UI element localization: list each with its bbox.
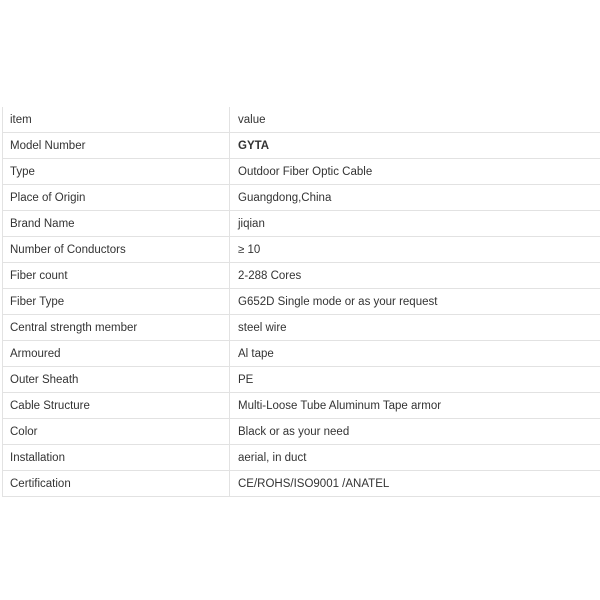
table-row [3,471,600,497]
row-key-cell: Outer Sheath [3,367,230,393]
table-row [3,185,600,211]
table-row [3,315,600,341]
row-value-cell: Al tape [230,341,600,367]
table-row [3,159,600,185]
spec-table [2,107,600,497]
row-key-cell: Number of Conductors [3,237,230,263]
table-row [3,263,600,289]
table-row [3,445,600,471]
table-header-row [3,107,600,133]
row-value-cell: Black or as your need [230,419,600,445]
row-value-cell: 2-288 Cores [230,263,600,289]
row-key-cell: Installation [3,445,230,471]
row-key-cell: Color [3,419,230,445]
row-value-cell: Guangdong,China [230,185,600,211]
row-key-cell: Armoured [3,341,230,367]
spec-table-body [3,107,600,497]
row-value-cell: GYTA [230,133,600,159]
table-row [3,419,600,445]
row-key-cell: Type [3,159,230,185]
row-value-cell: ≥ 10 [230,237,600,263]
row-value-cell: Outdoor Fiber Optic Cable [230,159,600,185]
row-value-cell: PE [230,367,600,393]
row-value-cell: aerial, in duct [230,445,600,471]
table-row [3,367,600,393]
row-value-cell: G652D Single mode or as your request [230,289,600,315]
table-row [3,211,600,237]
row-key-cell: Brand Name [3,211,230,237]
table-row [3,341,600,367]
row-key-cell: Cable Structure [3,393,230,419]
table-row [3,289,600,315]
row-value-cell: steel wire [230,315,600,341]
row-key-cell: Model Number [3,133,230,159]
row-value-cell: Multi-Loose Tube Aluminum Tape armor [230,393,600,419]
row-key-cell: Place of Origin [3,185,230,211]
row-key-cell: Fiber Type [3,289,230,315]
table-row [3,393,600,419]
header-value-cell: value [230,107,600,133]
row-key-cell: Certification [3,471,230,497]
row-key-cell: Fiber count [3,263,230,289]
row-value-cell: jiqian [230,211,600,237]
table-row [3,237,600,263]
table-row [3,133,600,159]
row-key-cell: Central strength member [3,315,230,341]
header-item-cell: item [3,107,230,133]
row-value-cell: CE/ROHS/ISO9001 /ANATEL [230,471,600,497]
